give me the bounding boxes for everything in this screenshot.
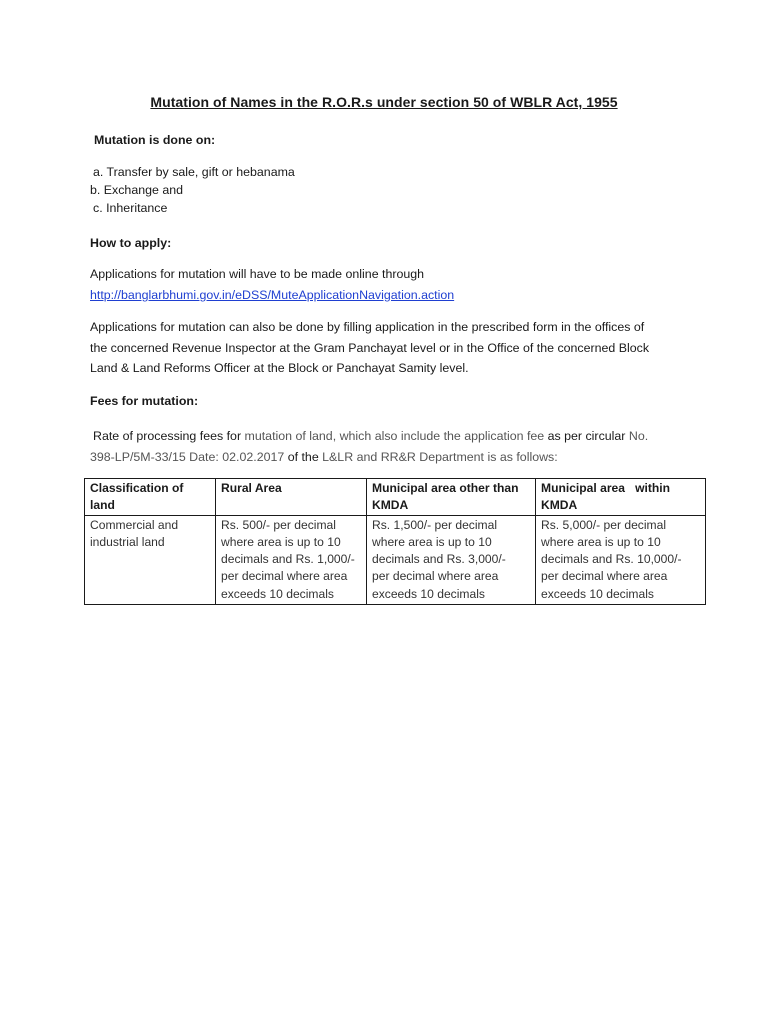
header-line: Municipal area within xyxy=(541,481,671,495)
table-cell xyxy=(85,515,216,604)
cell-line: Rs. 1,500/- per decimal xyxy=(372,517,498,532)
cell-line: per decimal where area xyxy=(221,569,348,584)
mutation-heading: Mutation is done on: xyxy=(94,133,216,147)
fees-heading: Fees for mutation: xyxy=(90,394,199,408)
apply-heading: How to apply: xyxy=(90,236,172,250)
list-item: a. Transfer by sale, gift or hebanama xyxy=(93,165,295,179)
fees-intro-text: 398-LP/5M-33/15 Date: 02.02.2017 xyxy=(90,449,288,464)
page-title: Mutation of Names in the R.O.R.s under section 50 of WBLR Act, 1955 xyxy=(150,94,618,110)
fees-intro-text: mutation of land, which also include the application fee xyxy=(244,429,548,443)
cell-line: where area is up to 10 xyxy=(541,534,661,549)
header-line: Rural Area xyxy=(221,481,282,495)
cell-line: where area is up to 10 xyxy=(372,534,492,549)
header-line: Municipal area other than xyxy=(372,481,519,495)
fees-intro-text: Rate of processing fees for xyxy=(93,429,245,443)
fees-intro-text: as per circular xyxy=(547,429,629,443)
cell-line: decimals and Rs. 3,000/- xyxy=(372,552,506,567)
column-header-classification xyxy=(85,479,216,516)
fees-intro-text: No. xyxy=(628,429,649,443)
cell-line: Rs. 500/- per decimal xyxy=(221,517,336,532)
list-item: b. Exchange and xyxy=(90,183,184,197)
header-line: KMDA xyxy=(372,498,409,513)
cell-line: exceeds 10 decimals xyxy=(541,586,654,601)
cell-line: decimals and Rs. 10,000/- xyxy=(541,552,682,567)
table-row xyxy=(85,515,706,604)
cell-line: Commercial and xyxy=(90,517,179,532)
list-item: c. Inheritance xyxy=(93,201,168,215)
column-header-municipal-other xyxy=(367,479,536,516)
cell-line: Rs. 5,000/- per decimal xyxy=(541,517,667,532)
header-line: KMDA xyxy=(541,498,578,513)
fees-intro-text: of the xyxy=(287,449,323,464)
header-line: Classification of xyxy=(90,481,184,495)
cell-line: decimals and Rs. 1,000/- xyxy=(221,552,355,567)
cell-line: per decimal where area xyxy=(541,569,668,584)
cell-line: exceeds 10 decimals xyxy=(221,586,334,601)
fees-intro-text: L&LR and RR&R Department is as follows: xyxy=(322,449,558,464)
cell-line: industrial land xyxy=(90,534,165,549)
header-line: land xyxy=(90,498,115,513)
apply-paragraph-line: Land & Land Reforms Officer at the Block or Panchayat Samity level. xyxy=(90,361,469,375)
table-cell xyxy=(367,515,536,604)
cell-line: where area is up to 10 xyxy=(221,534,341,549)
column-header-rural xyxy=(216,479,367,516)
mutation-application-link[interactable]: http://banglarbhumi.gov.in/eDSS/MuteApplicationNavigation.action xyxy=(90,288,455,302)
table-cell xyxy=(536,515,706,604)
fees-intro xyxy=(90,426,680,467)
apply-paragraph-line: the concerned Revenue Inspector at the Gram Panchayat level or in the Office of the concerned Block xyxy=(90,341,650,355)
table-cell xyxy=(216,515,367,604)
cell-line: exceeds 10 decimals xyxy=(372,586,485,601)
table-header-row xyxy=(85,479,706,516)
apply-paragraph-line: Applications for mutation can also be done by filling application in the prescribed form in the offices of xyxy=(90,320,645,334)
column-header-municipal-kmda xyxy=(536,479,706,516)
cell-line: per decimal where area xyxy=(372,569,499,584)
fees-table xyxy=(84,478,706,605)
apply-text: Applications for mutation will have to be made online through xyxy=(90,267,425,281)
